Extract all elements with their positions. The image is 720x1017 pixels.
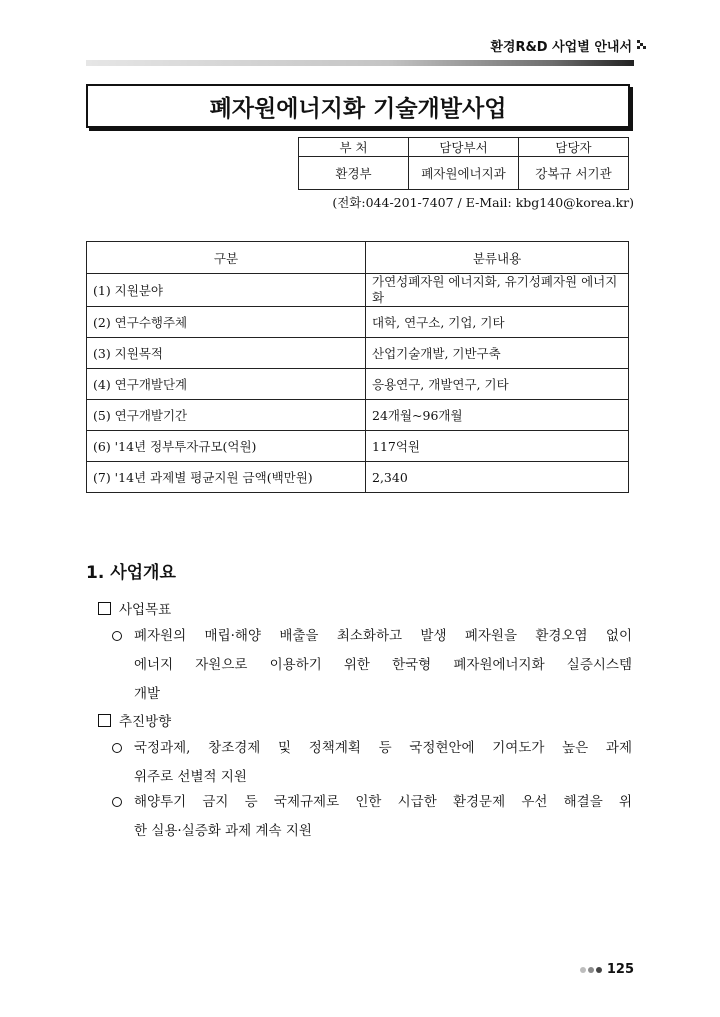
- row-value: 24개월~96개월: [366, 400, 629, 431]
- header-rule: [86, 60, 634, 66]
- checkbox-icon: [98, 714, 111, 727]
- page-footer: [580, 962, 634, 977]
- page-title: 폐자원에너지화 기술개발사업: [86, 84, 630, 128]
- goal-line: 폐자원의 매립·해양 배출을 최소화하고 발생 폐자원을 환경오염 없이: [134, 628, 632, 644]
- circle-bullet-icon: [112, 743, 122, 753]
- row-value: 가연성폐자원 에너지화, 유기성폐자원 에너지화: [366, 274, 629, 307]
- row-label: (2) 연구수행주체: [87, 307, 366, 338]
- row-value: 117억원: [366, 431, 629, 462]
- dept-value-division: 폐자원에너지과: [409, 157, 519, 190]
- dept-value-ministry: 환경부: [299, 157, 409, 190]
- direction-line: 한 실용·실증화 과제 계속 지원: [134, 823, 312, 839]
- dept-header-manager: 담당자: [519, 138, 629, 157]
- dept-header-ministry: 부 처: [299, 138, 409, 157]
- row-value: 응용연구, 개발연구, 기타: [366, 369, 629, 400]
- classification-header-content: 분류내용: [366, 242, 629, 274]
- classification-table: [86, 241, 629, 493]
- row-label: (6) '14년 정부투자규모(억원): [87, 431, 366, 462]
- circle-bullet-icon: [112, 631, 122, 641]
- goal-line: 에너지 자원으로 이용하기 위한 한국형 폐자원에너지화 실증시스템: [134, 657, 632, 673]
- header-corner-icon: [637, 40, 646, 49]
- row-label: (7) '14년 과제별 평균지원 금액(백만원): [87, 462, 366, 493]
- dot-icon: [588, 967, 594, 973]
- table-row: [87, 400, 629, 431]
- page-number: 125: [606, 962, 634, 977]
- table-row: [87, 462, 629, 493]
- dept-header-division: 담당부서: [409, 138, 519, 157]
- classification-header-category: 구분: [87, 242, 366, 274]
- circle-bullet-icon: [112, 797, 122, 807]
- table-row: [87, 338, 629, 369]
- table-row: [87, 274, 629, 307]
- contact-info: (전화:044-201-7407 / E-Mail: kbg140@korea.kr): [332, 195, 634, 210]
- direction-line: 해양투기 금지 등 국제규제로 인한 시급한 환경문제 우선 해결을 위: [134, 794, 632, 810]
- section-title: 1. 사업개요: [86, 563, 176, 583]
- dept-value-manager: 강복규 서기관: [519, 157, 629, 190]
- direction-bullet-2: [112, 788, 632, 846]
- direction-bullet-1: [112, 734, 632, 792]
- table-row: [87, 369, 629, 400]
- direction-heading-label: 추진방향: [119, 714, 172, 730]
- goal-heading-label: 사업목표: [119, 602, 172, 618]
- row-label: (5) 연구개발기간: [87, 400, 366, 431]
- dot-icon: [580, 967, 586, 973]
- direction-line: 국정과제, 창조경제 및 정책계획 등 국정현안에 기여도가 높은 과제: [134, 740, 632, 756]
- table-row: [87, 431, 629, 462]
- header-title: 환경R&D 사업별 안내서: [490, 40, 632, 55]
- row-value: 산업기술개발, 기반구축: [366, 338, 629, 369]
- checkbox-icon: [98, 602, 111, 615]
- row-label: (1) 지원분야: [87, 274, 366, 307]
- table-row: [87, 307, 629, 338]
- direction-heading: [98, 710, 171, 730]
- goal-line: 개발: [134, 686, 161, 702]
- row-value: 2,340: [366, 462, 629, 493]
- row-value: 대학, 연구소, 기업, 기타: [366, 307, 629, 338]
- dot-icon: [596, 967, 602, 973]
- goal-heading: [98, 598, 171, 618]
- goal-bullet: [112, 622, 632, 709]
- direction-line: 위주로 선별적 지원: [134, 769, 247, 785]
- department-table: [298, 137, 629, 190]
- row-label: (3) 지원목적: [87, 338, 366, 369]
- row-label: (4) 연구개발단계: [87, 369, 366, 400]
